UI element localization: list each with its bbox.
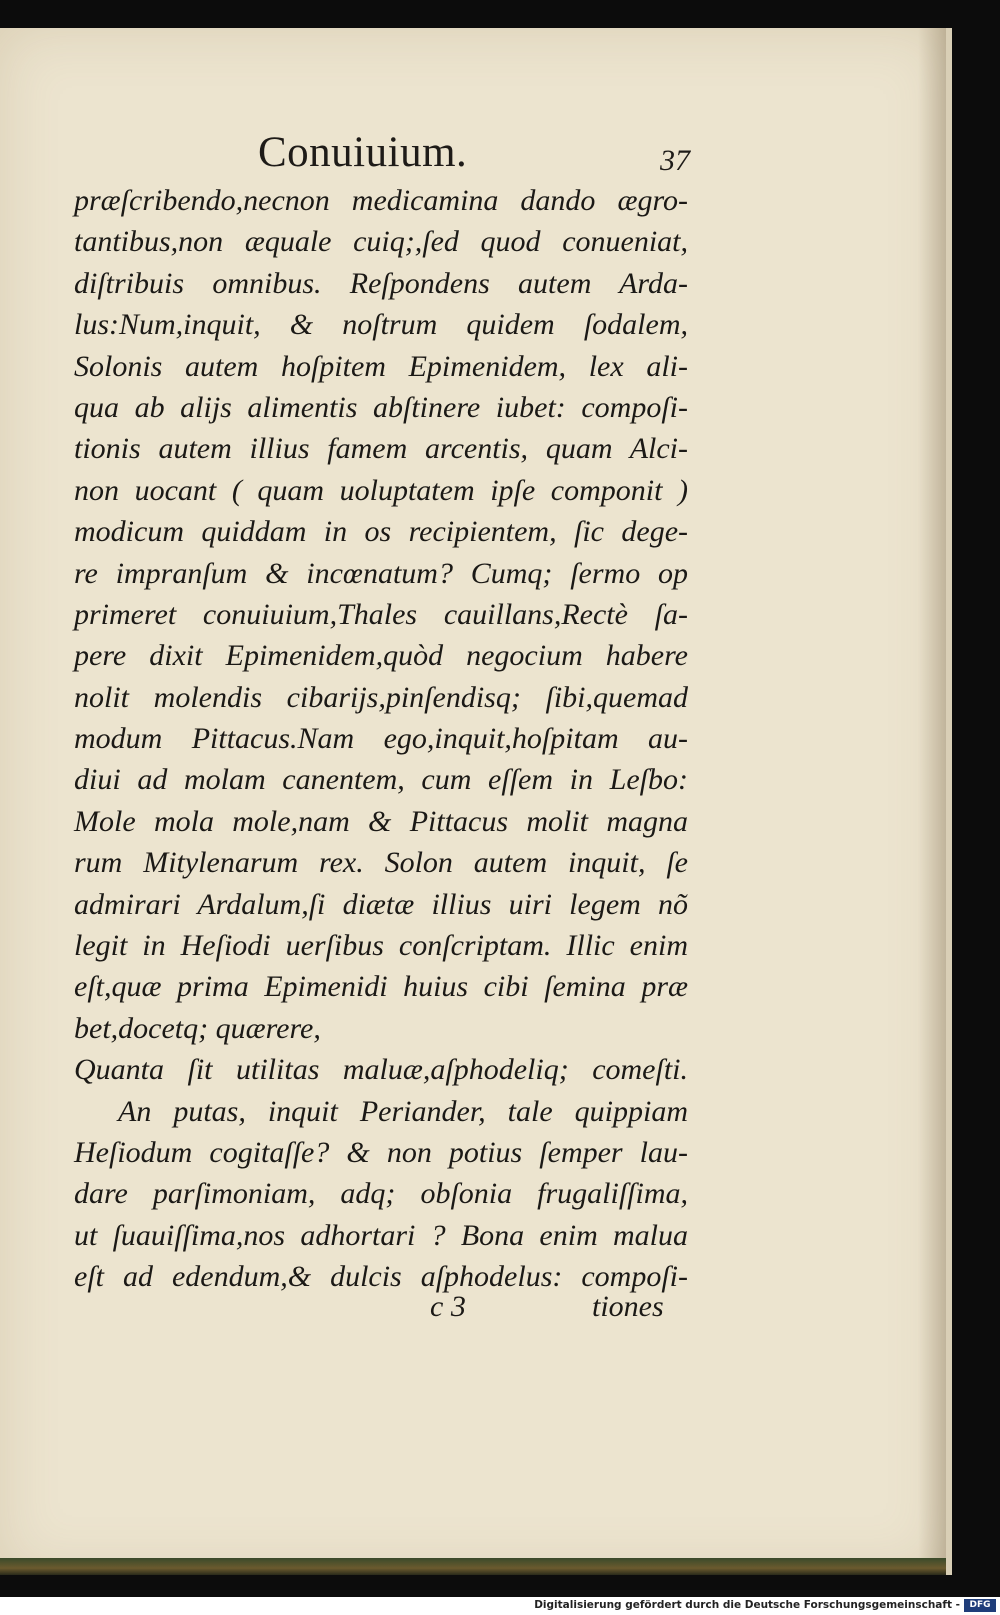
text-line: Mole mola mole,nam & Pittacus molit magna [74, 804, 688, 838]
text-line: modicum quiddam in os recipientem, ſic dege- [74, 515, 688, 549]
text-line: tantibus,non æquale cuiq;,ſed quod conueniat, [74, 225, 688, 259]
text-line: legit in Heſiodi uerſibus conſcriptam. Illic enim [74, 929, 688, 963]
body-text [74, 180, 688, 1298]
signature-mark: c 3 [430, 1290, 466, 1323]
dfg-logo-icon: DFG [964, 1599, 996, 1612]
text-line: primeret conuiuium,Thales cauillans,Rectè ſa- [74, 597, 688, 631]
text-line: re impranſum & incœnatum? Cumq; ſermo op [74, 556, 688, 590]
text-line: lus:Num,inquit, & noſtrum quidem ſodalem, [74, 308, 688, 342]
text-line: non uocant ( quam uoluptatem ipſe componit ) [74, 473, 688, 507]
funding-credit: Digitalisierung gefördert durch die Deutsche Forschungsgemeinschaft - [534, 1599, 960, 1611]
catchword: tiones [592, 1290, 664, 1323]
text-line: qua ab aliјs alimentis abſtinere iubet: compoſi- [74, 390, 688, 424]
text-line: nolit molendis cibariјs,pinſendisq; ſibi,quemad [74, 680, 688, 714]
verse-line: Quanta ſit utilitas maluæ,aſphodeliq; comeſti. [74, 1053, 688, 1087]
text-line: eſt ad edendum,& dulcis aſphodelus: compoſi- [74, 1260, 688, 1294]
page-header [0, 128, 946, 188]
digitization-footer [0, 1597, 1000, 1615]
text-line: Heſiodum cogitaſſe? & non potius ſemper lau- [74, 1135, 688, 1169]
text-line: tionis autem illius famem arcentis, quam Alci- [74, 432, 688, 466]
text-line: pere dixit Epimenidem,quòd negocium habere [74, 639, 688, 673]
text-line: præſcribendo,necnon medicamina dando ægro- [74, 184, 688, 217]
page-bottom-edge [0, 1558, 946, 1575]
running-title: Conuiuium. [258, 129, 468, 176]
text-line: rum Mitylenarum rex. Solon autem inquit, ſe [74, 846, 688, 880]
text-line: An putas, inquit Periander, tale quippiam [118, 1094, 688, 1128]
text-line: dare parſimoniam, adq; obſonia frugaliſſima, [74, 1177, 688, 1211]
text-line: modum Pittacus.Nam ego,inquit,hoſpitam au- [74, 722, 688, 756]
text-line: ut ſuauiſſima,nos adhortari ? Bona enim malua [74, 1218, 688, 1252]
catchword-line [0, 1290, 946, 1330]
page-number: 37 [660, 144, 690, 177]
text-line: Solonis autem hoſpitem Epimenidem, lex ali- [74, 349, 688, 383]
page-edge-shadow [918, 28, 946, 1575]
text-line: diſtribuis omnibus. Reſpondens autem Arda- [74, 266, 688, 300]
text-line: admirari Ardalum,ſi diætæ illius uiri legem nõ [74, 887, 688, 921]
text-line: bet,docetq; quærere, [74, 1011, 321, 1045]
text-line: diui ad molam canentem, cum eſſem in Leſbo: [74, 763, 688, 797]
text-line: eſt,quæ prima Epimenidi huius cibi ſemina præ [74, 970, 688, 1004]
